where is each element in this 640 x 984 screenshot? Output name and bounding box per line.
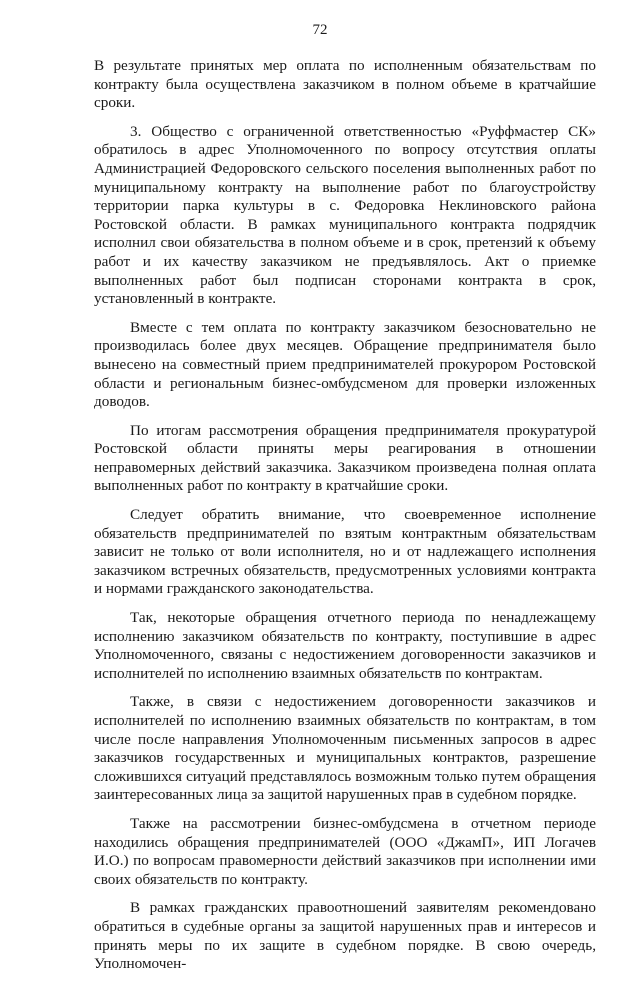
page-number: 72: [312, 22, 328, 38]
paragraph-reporting-period-appeals: Так, некоторые обращения отчетного периода по ненадлежащему исполнению заказчиком обязательств по контракту, поступившие в адрес Уполномоченного, связаны с недостижением договоренности заказчиков и исполнителей по исполнению взаимных обязательств по контрактам.: [94, 609, 596, 682]
paragraph-attention-note: Следует обратить внимание, что своевременное исполнение обязательств предпринимателей по взятым контрактным обязательствам зависит не только от воли исполнителя, но и от надлежащего исполнения заказчиком встречных обязательств, предусмотренных условиями контракта и нормами гражданского законодательства.: [94, 506, 596, 598]
paragraph-result: В результате принятых мер оплата по исполненным обязательствам по контракту была осуществлена заказчиком в полном объеме в кратчайшие сроки.: [94, 57, 596, 112]
paragraph-payment-delay: Вместе с тем оплата по контракту заказчиком безосновательно не производилась более двух месяцев. Обращение предпринимателя было вынесено на совместный прием предпринимателей прокурором Ростовской области и региональным бизнес-омбудсменом для проверки изложенных доводов.: [94, 318, 596, 411]
paragraph-prosecutor-measures: По итогам рассмотрения обращения предпринимателя прокуратурой Ростовской области приняты меры реагирования в отношении неправомерных действий заказчика. Заказчиком произведена полная оплата выполненных работ по контракту в кратчайшие сроки.: [94, 421, 596, 495]
paragraph-court-resolution: Также, в связи с недостижением договоренности заказчиков и исполнителей по исполнению взаимных обязательств по контрактам, в том числе после направления Уполномоченным письменных запросов в адрес заказчиков государственных и муниципальных контрактов, разрешение сложившихся ситуаций представлялось возможным только путем обращения заинтересованных лица за защитой нарушенных прав в судебном порядке.: [94, 693, 596, 804]
paragraph-civil-recommendations: В рамках гражданских правоотношений заявителям рекомендовано обратиться в судебные органы за защитой нарушенных прав и интересов и принять меры по их защите в судебном порядке. В свою очередь, Уполномочен-: [94, 899, 596, 973]
paragraph-ombudsman-review: Также на рассмотрении бизнес-омбудсмена в отчетном периоде находились обращения предпринимателей (ООО «ДжамП», ИП Логачев И.О.) по вопросам правомерности действий заказчиков при исполнении ими своих обязательств по контракту.: [94, 814, 596, 888]
paragraph-case-ruffmaster: 3. Общество с ограниченной ответственностью «Руффмастер СК» обратилось в адрес Уполномоченного по вопросу отсутствия оплаты Администрацией Федоровского сельского поселения выполненных работ по муниципальному контракту на выполнение работ по благоустройству территории парка культуры в с. Федоровка Неклиновского района Ростовской области. В рамках муниципального контракта подрядчик исполнил свои обязательства в полном объеме и в срок, претензий к объему работ и их качеству заказчиком не предъявлялось. Акт о приемке выполненных работ был подписан сторонами контракта в срок, установленный в контракте.: [94, 122, 596, 308]
body-text: [94, 57, 596, 984]
